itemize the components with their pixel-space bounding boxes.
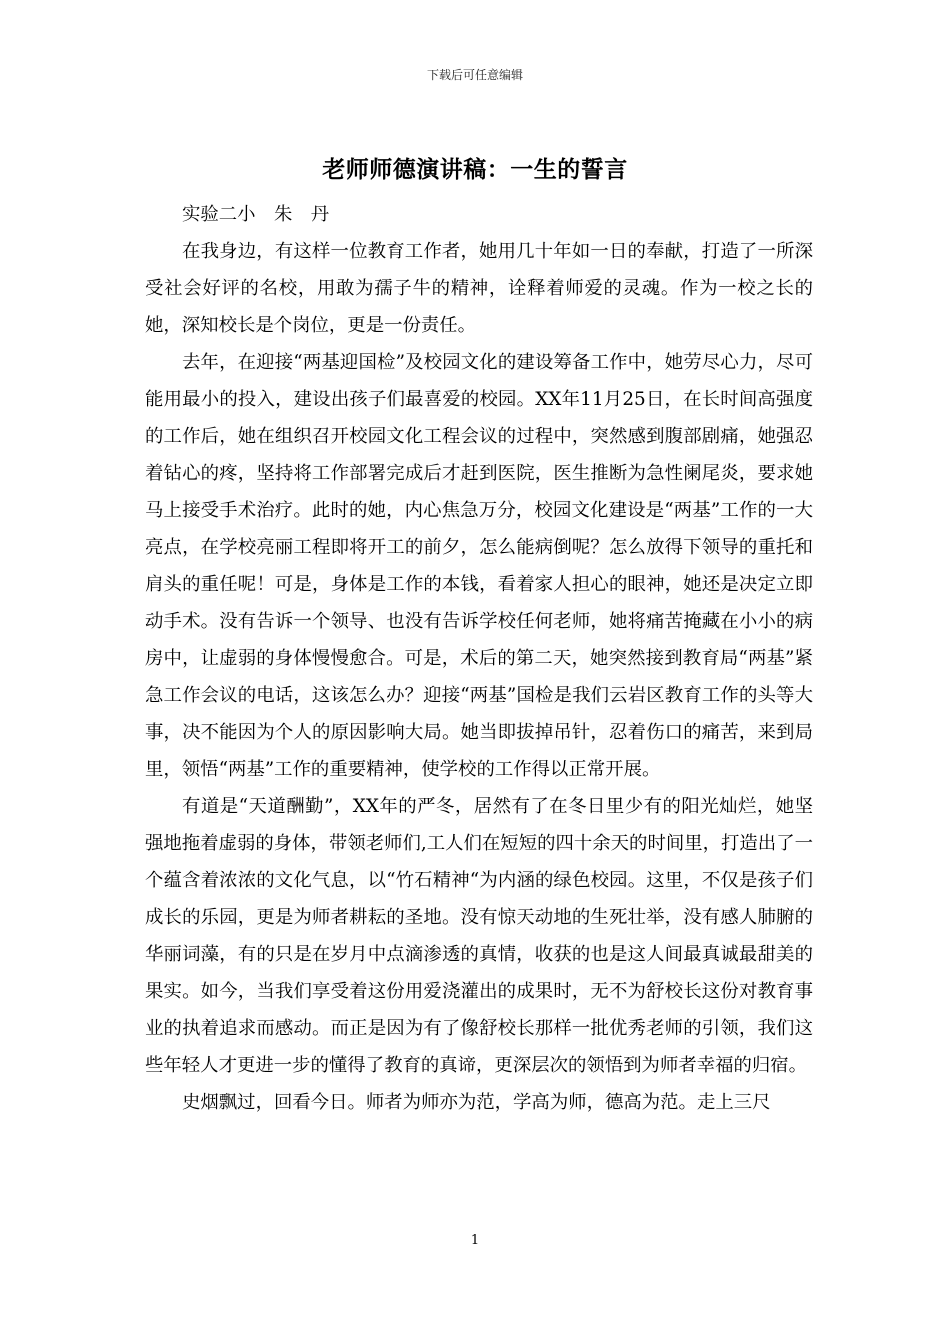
paragraph-3: 有道是“天道酬勤”，XX年的严冬，居然有了在冬日里少有的阳光灿烂，她坚强地拖着虚弱的身体，带领老师们,工人们在短短的四十余天的时间里，打造出了一个蕴含着浓浓的文化气息，以“竹石精神“为内涵的绿色校园。这里，不仅是孩子们成长的乐园，更是为师者耕耘的圣地。没有惊天动地的生死壮举，没有感人肺腑的华丽词藻，有的只是在岁月中点滴渗透的真情，收获的也是这人间最真诚最甜美的果实。如今，当我们享受着这份用爱浇灌出的成果时，无不为舒校长这份对教育事业的执着追求而感动。而正是因为有了像舒校长那样一批优秀老师的引领，我们这些年轻人才更进一步的懂得了教育的真谛，更深层次的领悟到为师者幸福的归宿。 xyxy=(145,796,813,1076)
paragraph-1: 在我身边，有这样一位教育工作者，她用几十年如一日的奉献，打造了一所深受社会好评的名校，用敢为孺子牛的精神，诠释着师爱的灵魂。作为一校之长的她，深知校长是个岗位，更是一份责任。 xyxy=(145,241,813,336)
page-number: 1 xyxy=(470,1233,480,1248)
document-body xyxy=(145,196,813,1121)
header-note: 下载后可任意编辑 xyxy=(426,68,523,82)
paragraph-4: 史烟飘过，回看今日。师者为师亦为范，学高为师，德高为范。走上三尺 xyxy=(182,1092,771,1113)
document-title: 老师师德演讲稿：一生的誓言 xyxy=(322,156,628,183)
paragraph-2: 去年，在迎接“两基迎国检”及校园文化的建设筹备工作中，她劳尽心力，尽可能用最小的投入，建设出孩子们最喜爱的校园。XX年11月25日，在长时间高强度的工作后，她在组织召开校园文化工程会议的过程中，突然感到腹部剧痛，她强忍着钻心的疼，坚持将工作部署完成后才赶到医院，医生推断为急性阑尾炎，要求她马上接受手术治疗。此时的她，内心焦急万分，校园文化建设是“两基”工作的一大亮点，在学校亮丽工程即将开工的前夕，怎么能病倒呢？怎么放得下领导的重托和肩头的重任呢！可是，身体是工作的本钱，看着家人担心的眼神，她还是决定立即动手术。没有告诉一个领导、也没有告诉学校任何老师，她将痛苦掩藏在小小的病房中，让虚弱的身体慢慢愈合。可是，术后的第二天，她突然接到教育局“两基”紧急工作会议的电话，这该怎么办？迎接“两基”国检是我们云岩区教育工作的头等大事，决不能因为个人的原因影响大局。她当即拔掉吊针，忍着伤口的痛苦，来到局里，领悟“两基”工作的重要精神，使学校的工作得以正常开展。 xyxy=(145,352,813,780)
author-line: 实验二小 朱 丹 xyxy=(182,204,330,225)
